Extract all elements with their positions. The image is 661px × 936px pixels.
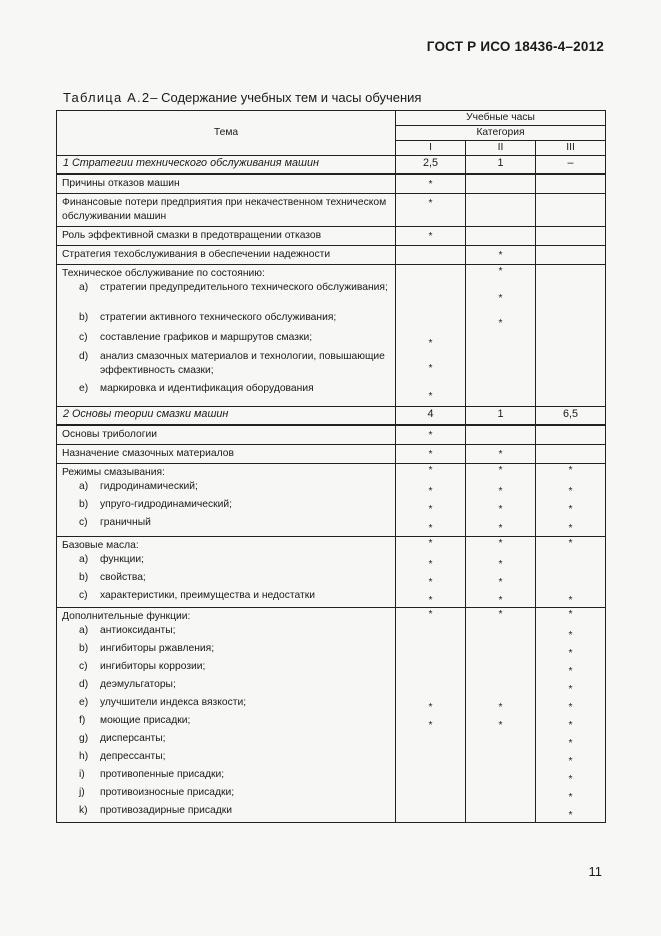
- mark: [466, 331, 535, 350]
- mark: [536, 571, 605, 589]
- list-item: [57, 660, 395, 678]
- mark: *: [428, 559, 433, 570]
- list-item: [57, 571, 395, 589]
- list-item-text: улучшители индекса вязкости;: [100, 697, 247, 708]
- mark: *: [498, 702, 503, 713]
- list-item-text: депрессанты;: [100, 751, 166, 762]
- mark-column: [466, 608, 536, 823]
- list-item-letter: b): [79, 499, 89, 510]
- list-item-text: анализ смазочных материалов и технологии, повышающие эффективность смазки;: [100, 351, 385, 376]
- mark: [396, 768, 465, 786]
- topic-text: Назначение смазочных материалов: [62, 448, 234, 459]
- list-item-text: маркировка и идентификация оборудования: [100, 383, 314, 394]
- mark: *: [428, 179, 433, 190]
- mark: [396, 265, 465, 281]
- mark: *: [498, 465, 503, 476]
- group-title: Дополнительные функции:: [62, 611, 191, 622]
- group-row: [57, 464, 606, 537]
- topics-table: [56, 110, 606, 823]
- mark: [396, 786, 465, 804]
- list-item-text: свойства;: [100, 572, 146, 583]
- mark: *: [498, 293, 503, 304]
- mark: *: [498, 559, 503, 570]
- list-item: [57, 281, 395, 311]
- group-title: Техническое обслуживание по состоянию:: [62, 268, 265, 279]
- list-item: [57, 553, 395, 571]
- list-item-text: функции;: [100, 554, 144, 565]
- list-item-letter: b): [79, 643, 89, 654]
- mark: *: [498, 250, 503, 261]
- group-cell: [57, 537, 396, 608]
- group-cell: [57, 608, 396, 823]
- topic-text: Причины отказов машин: [62, 178, 180, 189]
- mark: [466, 624, 535, 642]
- header-cat-3: III: [536, 141, 606, 156]
- mark-column: [396, 265, 466, 407]
- list-item-letter: c): [79, 332, 88, 343]
- list-item: [57, 498, 395, 516]
- group-row: [57, 265, 606, 407]
- list-item-text: стратегии активного технического обслуживания;: [100, 312, 337, 323]
- mark: *: [498, 504, 503, 515]
- header-category: Категория: [396, 126, 606, 141]
- list-item: [57, 696, 395, 714]
- table-row: [57, 246, 606, 265]
- mark: *: [568, 630, 573, 641]
- mark: [396, 660, 465, 678]
- mark-cell: [466, 227, 536, 246]
- mark-cell: [396, 425, 466, 445]
- mark: [536, 265, 605, 281]
- mark: *: [428, 231, 433, 242]
- mark: [466, 804, 535, 822]
- topic-text: Основы трибологии: [62, 429, 158, 440]
- list-item-letter: g): [79, 733, 89, 744]
- group-cell: [57, 464, 396, 537]
- mark-column: [396, 608, 466, 823]
- list-item: [57, 732, 395, 750]
- mark: *: [498, 720, 503, 731]
- list-item-letter: a): [79, 481, 89, 492]
- list-item: [57, 714, 395, 732]
- topic-text: Стратегия техобслуживания в обеспечении надежности: [62, 249, 331, 260]
- mark: *: [568, 648, 573, 659]
- mark: *: [428, 609, 433, 620]
- mark: [466, 678, 535, 696]
- mark: [466, 732, 535, 750]
- list-item: [57, 311, 395, 331]
- mark-cell: [396, 445, 466, 464]
- section-row: [57, 156, 606, 175]
- mark-cell: [396, 174, 466, 194]
- mark-cell: [536, 174, 606, 194]
- list-item-text: упруго-гидродинамический;: [100, 499, 233, 510]
- mark: *: [568, 810, 573, 821]
- list-item-letter: d): [79, 351, 89, 362]
- table-caption-text: – Содержание учебных тем и часы обучения: [150, 90, 422, 105]
- mark: *: [428, 702, 433, 713]
- header-cat-2: II: [466, 141, 536, 156]
- list-item: [57, 516, 395, 536]
- mark-cell: [396, 227, 466, 246]
- mark: *: [568, 756, 573, 767]
- list-item-text: стратегии предупредительного технического обслуживания;: [100, 282, 388, 293]
- mark-cell: [396, 246, 466, 265]
- mark: *: [428, 465, 433, 476]
- table-row: [57, 194, 606, 227]
- mark: *: [428, 720, 433, 731]
- mark: [536, 350, 605, 382]
- group-row: [57, 537, 606, 608]
- list-item-letter: a): [79, 625, 89, 636]
- mark: *: [428, 538, 433, 549]
- mark: *: [568, 523, 573, 534]
- list-item: [57, 589, 395, 607]
- mark: [466, 660, 535, 678]
- mark: *: [498, 318, 503, 329]
- mark: [466, 786, 535, 804]
- list-item-text: граничный: [100, 517, 151, 528]
- list-item: [57, 642, 395, 660]
- page-number: 11: [588, 864, 602, 879]
- list-item-text: характеристики, преимущества и недостатки: [100, 590, 316, 601]
- table-row: [57, 425, 606, 445]
- group-title: Базовые масла:: [62, 540, 139, 551]
- mark: [536, 553, 605, 571]
- list-item-text: противоизносные присадки;: [100, 787, 235, 798]
- topic-text: Роль эффективной смазки в предотвращении отказов: [62, 230, 322, 241]
- mark: *: [428, 198, 433, 209]
- section-1-body: [57, 156, 606, 407]
- mark: [396, 804, 465, 822]
- mark: *: [428, 338, 433, 349]
- mark: *: [498, 577, 503, 588]
- header-cat-1: I: [396, 141, 466, 156]
- group-title: Режимы смазывания:: [62, 467, 165, 478]
- list-item: [57, 350, 395, 382]
- list-item-text: гидродинамический;: [100, 481, 198, 492]
- mark: *: [428, 430, 433, 441]
- list-item: [57, 624, 395, 642]
- topic-cell: [57, 194, 396, 227]
- mark: *: [568, 465, 573, 476]
- mark: [536, 382, 605, 406]
- mark: *: [568, 684, 573, 695]
- mark-column: [466, 464, 536, 537]
- mark: *: [568, 504, 573, 515]
- list-item-letter: e): [79, 383, 89, 394]
- section-title: 2 Основы теории смазки машин: [57, 407, 396, 426]
- list-item-letter: c): [79, 661, 88, 672]
- mark: *: [568, 720, 573, 731]
- section-title: 1 Стратегии технического обслуживания машин: [57, 156, 396, 175]
- mark: *: [498, 609, 503, 620]
- mark-column: [536, 537, 606, 608]
- mark-cell: [536, 194, 606, 227]
- topic-cell: [57, 174, 396, 194]
- list-item: [57, 786, 395, 804]
- table-row: [57, 445, 606, 464]
- mark: *: [428, 449, 433, 460]
- mark: [536, 331, 605, 350]
- topic-cell: [57, 425, 396, 445]
- mark: [466, 350, 535, 382]
- mark-column: [536, 464, 606, 537]
- topic-cell: [57, 227, 396, 246]
- list-item: [57, 768, 395, 786]
- mark: *: [568, 595, 573, 606]
- mark: [466, 642, 535, 660]
- mark-cell: [536, 227, 606, 246]
- mark-cell: [396, 194, 466, 227]
- mark: [466, 382, 535, 406]
- mark-column: [396, 537, 466, 608]
- mark-cell: [536, 246, 606, 265]
- list-item-letter: a): [79, 282, 89, 293]
- table-row: [57, 174, 606, 194]
- mark: *: [568, 774, 573, 785]
- mark-column: [536, 265, 606, 407]
- mark: [536, 281, 605, 311]
- mark: *: [568, 738, 573, 749]
- mark-cell: [466, 445, 536, 464]
- topic-text: Финансовые потери предприятия при некачественном техническом обслуживании машин: [62, 197, 387, 222]
- mark: [396, 732, 465, 750]
- mark-cell: [536, 425, 606, 445]
- section-hours: –: [536, 156, 606, 175]
- mark: [396, 281, 465, 311]
- list-item-letter: h): [79, 751, 89, 762]
- mark: *: [498, 538, 503, 549]
- mark: *: [568, 609, 573, 620]
- section-hours: 1: [466, 156, 536, 175]
- mark: [536, 311, 605, 331]
- list-item: [57, 804, 395, 822]
- mark: *: [568, 486, 573, 497]
- document-id: ГОСТ Р ИСО 18436-4–2012: [426, 39, 604, 54]
- table-caption-label: Таблица А.2: [63, 90, 151, 105]
- list-item-text: дисперсанты;: [100, 733, 166, 744]
- list-item-letter: b): [79, 312, 89, 323]
- list-item-letter: k): [79, 805, 88, 816]
- mark: *: [568, 702, 573, 713]
- mark: *: [428, 577, 433, 588]
- mark-cell: [466, 246, 536, 265]
- list-item: [57, 750, 395, 768]
- header-hours: Учебные часы: [396, 111, 606, 126]
- mark: *: [568, 666, 573, 677]
- mark-cell: [536, 445, 606, 464]
- section-hours: 6,5: [536, 407, 606, 426]
- mark-column: [466, 537, 536, 608]
- section-hours: 4: [396, 407, 466, 426]
- mark: [396, 642, 465, 660]
- table-header-row: [57, 111, 606, 126]
- group-cell: [57, 265, 396, 407]
- mark-cell: [466, 174, 536, 194]
- mark: *: [568, 792, 573, 803]
- mark-column: [396, 464, 466, 537]
- section-hours: 1: [466, 407, 536, 426]
- table-caption: [63, 90, 421, 105]
- topic-cell: [57, 246, 396, 265]
- list-item-letter: b): [79, 572, 89, 583]
- list-item-text: противопенные присадки;: [100, 769, 225, 780]
- mark: *: [428, 363, 433, 374]
- mark-column: [466, 265, 536, 407]
- section-hours: 2,5: [396, 156, 466, 175]
- mark: [466, 768, 535, 786]
- section-2-body: [57, 407, 606, 823]
- mark: *: [428, 486, 433, 497]
- list-item-text: составление графиков и маршрутов смазки;: [100, 332, 313, 343]
- list-item: [57, 678, 395, 696]
- mark-column: [536, 608, 606, 823]
- list-item-text: противозадирные присадки: [100, 805, 233, 816]
- mark: [396, 311, 465, 331]
- header-topic: Тема: [57, 111, 396, 156]
- list-item-letter: c): [79, 517, 88, 528]
- list-item-text: антиоксиданты;: [100, 625, 176, 636]
- list-item-letter: f): [79, 715, 86, 726]
- list-item-text: деэмульгаторы;: [100, 679, 176, 690]
- list-item-letter: i): [79, 769, 85, 780]
- group-row: [57, 608, 606, 823]
- mark: *: [568, 538, 573, 549]
- mark: [396, 678, 465, 696]
- mark-cell: [466, 194, 536, 227]
- mark: *: [428, 595, 433, 606]
- list-item-letter: c): [79, 590, 88, 601]
- mark: [466, 750, 535, 768]
- list-item-text: ингибиторы ржавления;: [100, 643, 215, 654]
- mark: *: [498, 595, 503, 606]
- mark: *: [428, 523, 433, 534]
- list-item-text: моющие присадки;: [100, 715, 191, 726]
- list-item: [57, 382, 395, 406]
- section-row: [57, 407, 606, 426]
- mark: *: [428, 504, 433, 515]
- list-item-letter: j): [79, 787, 85, 798]
- mark: *: [498, 486, 503, 497]
- list-item-letter: e): [79, 697, 89, 708]
- list-item-letter: d): [79, 679, 89, 690]
- table-row: [57, 227, 606, 246]
- mark: *: [498, 449, 503, 460]
- mark: [396, 624, 465, 642]
- mark: [396, 750, 465, 768]
- mark: *: [498, 523, 503, 534]
- list-item: [57, 480, 395, 498]
- list-item-letter: a): [79, 554, 89, 565]
- list-item-text: ингибиторы коррозии;: [100, 661, 206, 672]
- topic-cell: [57, 445, 396, 464]
- list-item: [57, 331, 395, 350]
- mark-cell: [466, 425, 536, 445]
- mark: *: [498, 266, 503, 277]
- mark: *: [428, 391, 433, 402]
